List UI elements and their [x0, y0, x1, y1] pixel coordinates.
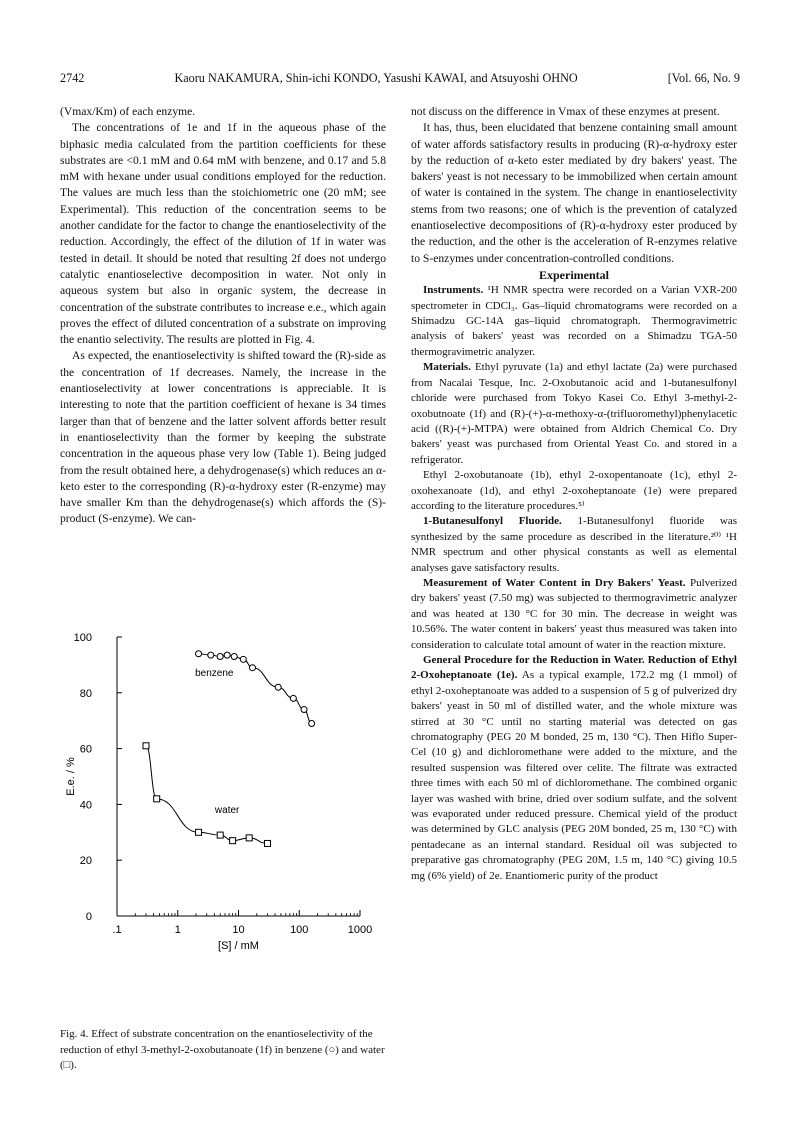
series-line-water [146, 746, 268, 844]
figure-4-chart [60, 625, 390, 1025]
data-point-water [230, 838, 236, 844]
subsection-head: Measurement of Water Content in Dry Bakers' Yeast. [423, 576, 686, 589]
paragraph: It has, thus, been elucidated that benzene containing small amount of water affords satisfactory results in producing (R)-α-hydroxy ester by the reduction of α-keto ester mediated by dry bakers' yeast. The bakers' yeast is not necessary to be immobilized when certain amount of water is contained in the system. The change in enantioselectivity stems from two reasons; one of which is the prevention of catalyzed enantioselective decompositions of (R)-α-hydroxy ester produced by the reduction, and the other is the acceleration of R-enzymes relative to S-enzymes under concentration-controlled conditions. [411, 121, 737, 265]
data-point-water [143, 743, 149, 749]
paragraph: The concentrations of 1e and 1f in the aqueous phase of the biphasic media calculated from the partition coefficients for these substrates are <0.1 mM and 0.64 mM with benzene, and 0.17 and 5.8 mM with hexane under usual conditions employed for the reduction. The values are much less than the stoichiometric one (20 mM; see Experimental). This reduction of the concentration seems to be another candidate for the factor to change the enantioselectivity of the reduction. Accordingly, the effect of the dilution of 1f in water was tested in detail. It should be noted that resulting 2f does not undergo catalytic enantioselective decomposition in water. Not only in aqueous system but also in organic system, the decrease in concentration of the substrate contributes to increase e.e., which again proves the effect of diluted concentration of a substrate on improving the enantio selectivity. The results are plotted in Fig. 4. [60, 121, 386, 347]
data-point-benzene [224, 652, 230, 658]
data-point-benzene [301, 707, 307, 713]
y-tick-label: 100 [73, 632, 92, 644]
y-tick-label: 0 [85, 911, 92, 923]
data-point-benzene [249, 665, 255, 671]
figure-caption [60, 1027, 386, 1074]
x-axis-label: [S] / mM [218, 940, 259, 952]
data-point-benzene [309, 720, 315, 726]
volume-info: [Vol. 66, No. 9 [667, 71, 740, 85]
x-tick-label: 1000 [347, 924, 373, 936]
y-tick-label: 60 [79, 743, 92, 756]
section-title-experimental: Experimental [539, 267, 609, 282]
paragraph: not discuss on the difference in Vmax of these enzymes at present. [411, 105, 720, 118]
paragraph: As a typical example, 172.2 mg (1 mmol) of ethyl 2-oxoheptanoate was added to a suspension of 5 g of pulverized dry bakers' yeast in 50 ml of distilled water, and the whole mixture was stirred at 30 °C until no starting material was detected on gas chromatography (PEG 20 M bonded, 25 m, 130 °C). Then Hiflo Super-Cel (10 g) and dichloromethane were added to the mixture, and the resulted suspension was filtered over celite. The filtrate was extracted three times with each 50 ml of dichloromethane. The combined organic layer was washed with brine, dried over sodium sulfate, and the solvent was evaporated under reduced pressure. Chemical yield of the product was determined by GLC analysis (PEG 20M bonded, 25 m, 130 °C) with pentadecane as an internal standard. Residual oil was subjected to preparative gas chromatography (PEG 20M, 1.5 m, 140 °C) giving 10.5 mg (6% yield) of 2e. Enantiomeric purity of the product [411, 669, 737, 882]
y-tick-label: 80 [79, 687, 92, 700]
caption-label: Fig. 4. [60, 1028, 89, 1040]
paragraph: Pulverized dry bakers' yeast (7.50 mg) was subjected to thermogravimetric analyzer and was heated at 130 °C for 30 min. The decrease in weight was 10.56%. The water content in bakers' yeast thus measured was taken into consideration to calculate total amount of water in the reaction mixture. [411, 576, 737, 651]
data-point-water [196, 829, 202, 835]
data-point-water [217, 832, 223, 838]
page-number: 2742 [60, 71, 85, 85]
data-point-water [246, 835, 252, 841]
subsection-head: Materials. [423, 361, 471, 374]
data-point-benzene [290, 695, 296, 701]
x-tick-label: 100 [290, 924, 309, 936]
running-authors: Kaoru NAKAMURA, Shin-ichi KONDO, Yasushi KAWAI, and Atsuyoshi OHNO [174, 71, 578, 85]
subsection-head: 1-Butanesulfonyl Fluoride. [423, 515, 562, 528]
data-point-benzene [208, 652, 214, 658]
y-tick-label: 40 [79, 799, 92, 812]
data-point-benzene [240, 656, 246, 662]
running-header [60, 71, 740, 89]
data-point-benzene [196, 651, 202, 657]
right-column [411, 104, 737, 884]
data-point-benzene [217, 654, 223, 660]
y-axis-label: E.e. / % [65, 757, 77, 796]
chart-svg [60, 625, 390, 1025]
paragraph: ¹H NMR spectra were recorded on a Varian VXR-200 spectrometer in CDCl₃. Gas–liquid chromatograms were recorded on a Shimadzu GC-14A gas–liquid chromatograph. Thermogravimetric analysis of bakers' yeast was recorded on a Shimadzu TGA-50 thermogravimetric analyzer. [411, 284, 737, 358]
y-tick-label: 20 [79, 855, 92, 868]
data-point-water [264, 840, 270, 846]
series-label: water [214, 804, 240, 816]
paragraph: (Vmax/Km) of each enzyme. [60, 105, 196, 118]
x-tick-label: 1 [174, 924, 181, 936]
series-label: benzene [195, 668, 234, 680]
x-tick-label: .1 [112, 924, 122, 936]
paragraph: Ethyl 2-oxobutanoate (1b), ethyl 2-oxopentanoate (1c), ethyl 2-oxohexanoate (1d), and ethyl 2-oxoheptanoate (1e) were prepared according to the literature procedures.⁵⁾ [411, 469, 737, 512]
series-line-benzene [199, 654, 312, 724]
subsection-head: General Procedure for the Reduction in Water. Reduction of Ethyl 2-Oxoheptanoate (1e). [411, 654, 737, 682]
paragraph: 1-Butanesulfonyl fluoride was synthesized by the same procedure as described in the literature.²⁰⁾ ¹H NMR spectrum and other physical constants as well as elemental analyses gave satisfactory results. [411, 515, 738, 574]
data-point-water [154, 796, 160, 802]
left-column [60, 104, 386, 528]
caption-text: Effect of substrate concentration on the enantioselectivity of the reduction of ethyl 3-methyl-2-oxobutanoate (1f) in benzene (○) and water (□). [60, 1028, 385, 1071]
data-point-benzene [231, 654, 237, 660]
paragraph: As expected, the enantioselectivity is shifted toward the (R)-side as the concentration of 1f decreases. Namely, the increase in the enantioselectivity at lower concentrations is appreciable. It is interesting to note that the partition coefficient of hexane is 34 times larger than that of benzene and the latter solvent affords better result in enantioselectivity than the former by keeping the substrate concentration in the aqueous phase very low (Table 1). Being judged from the result obtained here, a dehydrogenase(s) which reduces an α-keto ester to the corresponding (R)-α-hydroxy ester (R-enzyme) may have smaller Km than the dehydrogenase(s) which affords the (S)-product (S-enzyme). We can- [60, 349, 386, 526]
subsection-head: Instruments. [423, 284, 484, 297]
data-point-benzene [275, 684, 281, 690]
x-tick-label: 10 [232, 924, 245, 936]
paragraph: Ethyl pyruvate (1a) and ethyl lactate (2a) were purchased from Nacalai Tesque, Inc. 2-Oxobutanoic acid and 1-butanesulfonyl chloride were purchased from Tokyo Kasei Co. Ethyl 3-methyl-2-oxobutnoate (1f) and (R)-(+)-α-methoxy-α-(trifluoromethyl)phenylacetic acid ((R)-(+)-MTPA) were obtained from Aldrich Chemical Co. Dry bakers' yeast was purchased from Oriental Yeast Co. and stored in a refrigerator. [411, 361, 737, 466]
